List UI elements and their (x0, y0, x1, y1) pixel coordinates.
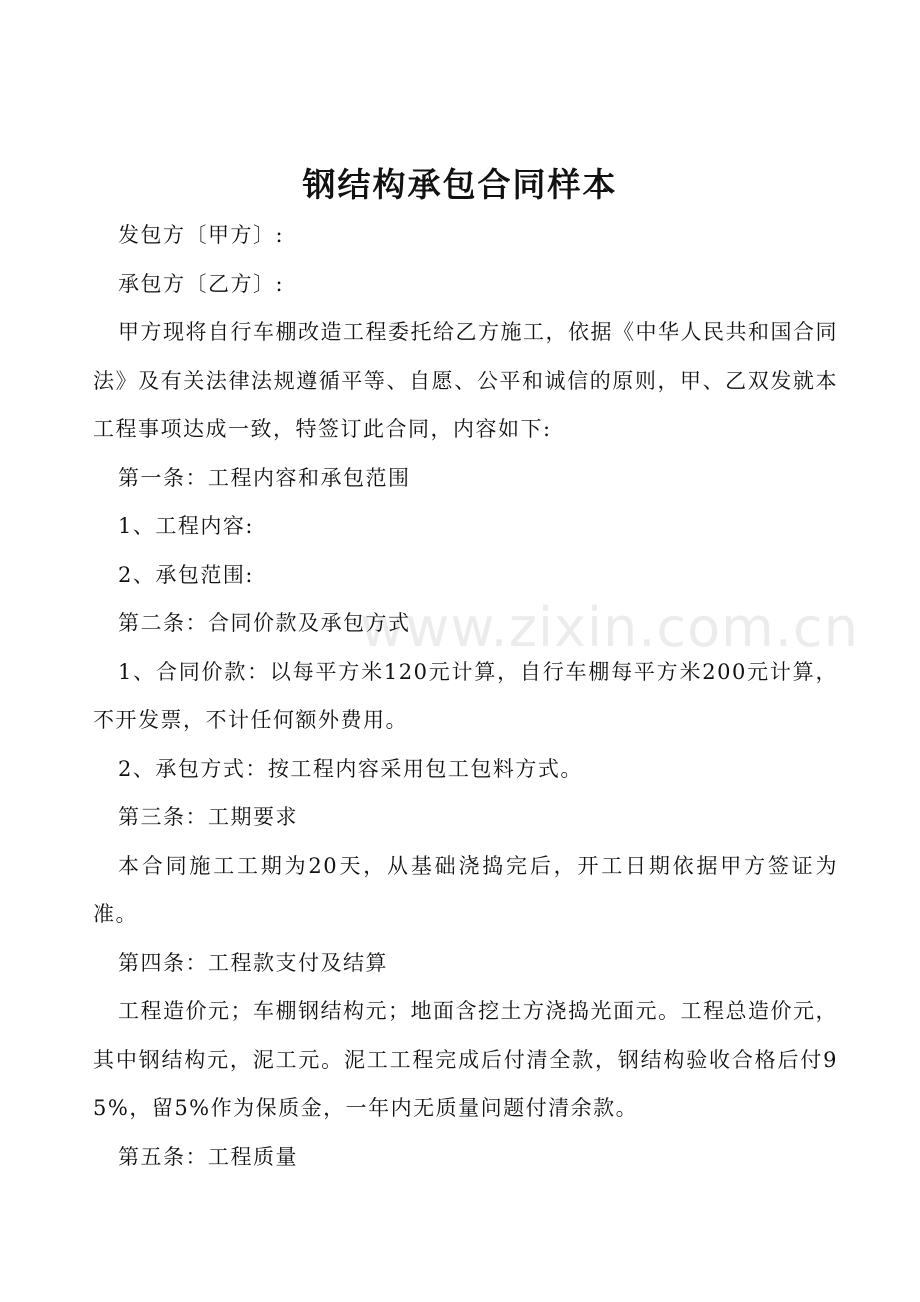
party-b-line: 承包方〔乙方〕: (118, 271, 285, 296)
article-2-item-1: 1、合同价款：以每平方米120元计算，自行车棚每平方米200元计算，不开发票，不计任何额外费用。 (93, 659, 838, 732)
preamble-paragraph: 甲方现将自行车棚改造工程委托给乙方施工，依据《中华人民共和国合同法》及有关法律法规遵循平等、自愿、公平和诚信的原则，甲、乙双发就本工程事项达成一致，特签订此合同，内容如下: (93, 320, 838, 441)
article-3-heading: 第三条：工期要求 (118, 805, 298, 829)
watermark: www.zixin.com.cn (360, 596, 859, 659)
article-2-heading: 第二条：合同价款及承包方式 (118, 611, 411, 635)
article-1-item-2: 2、承包范围: (118, 562, 254, 587)
article-4-body: 工程造价元；车棚钢结构元；地面含挖土方浇捣光面元。工程总造价元，其中钢结构元，泥工元。泥工工程完成后付清全款，钢结构验收合格后付95%，留5%作为保质金，一年内无质量问题付清余款。 (93, 999, 838, 1120)
document-title: 钢结构承包合同样本 (302, 165, 618, 204)
document-body (93, 211, 838, 1181)
article-4-heading: 第四条：工程款支付及结算 (118, 950, 388, 975)
article-3-body: 本合同施工工期为20天，从基础浇捣完后，开工日期依据甲方签证为准。 (93, 853, 838, 926)
party-a-line: 发包方〔甲方〕: (118, 223, 285, 247)
article-2-item-2: 2、承包方式：按工程内容采用包工包料方式。 (118, 756, 583, 781)
article-1-item-1: 1、工程内容: (118, 514, 254, 538)
article-1-heading: 第一条：工程内容和承包范围 (118, 465, 411, 490)
article-5-heading: 第五条：工程质量 (118, 1144, 298, 1169)
